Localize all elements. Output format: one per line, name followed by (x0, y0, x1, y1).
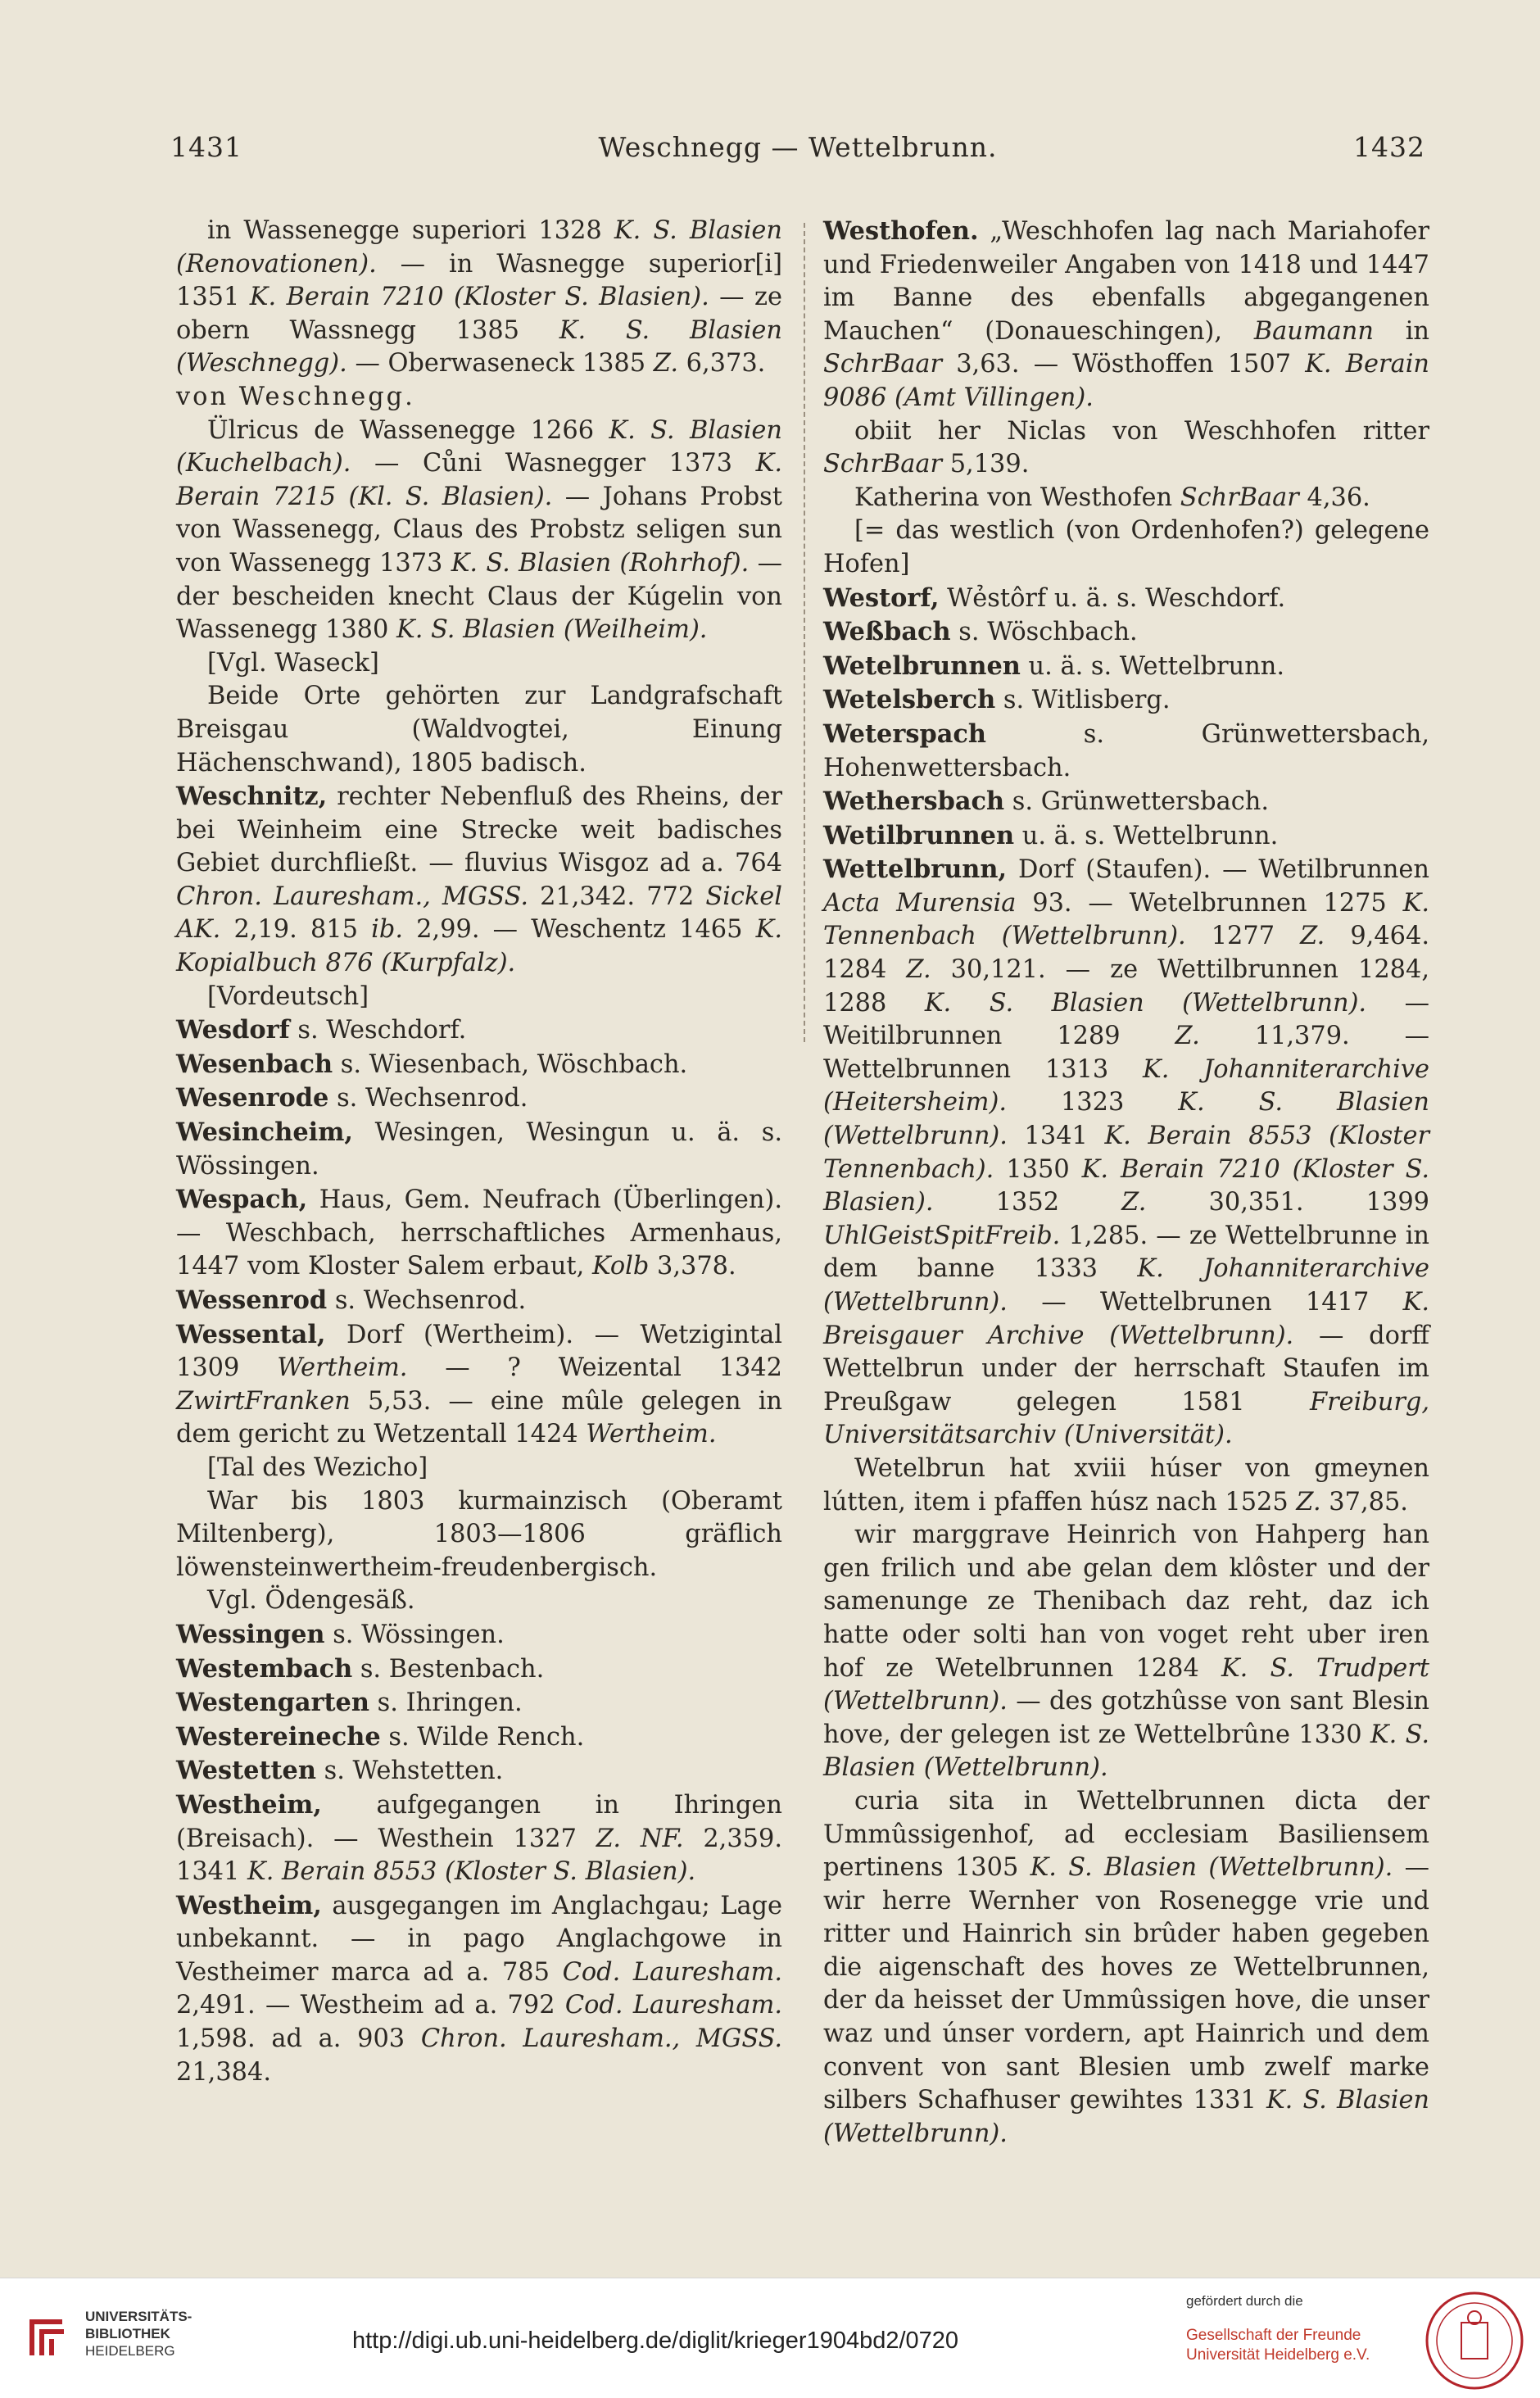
entry-headword: Weterspach (823, 718, 987, 749)
text-paragraph (823, 1519, 1429, 1785)
text-paragraph (176, 647, 782, 681)
source-citation: Z. (1300, 922, 1325, 951)
dictionary-entry (176, 1318, 782, 1452)
entry-text: 9,464. 1284 (823, 922, 1429, 985)
text-paragraph (176, 381, 782, 415)
source-citation: K. Berain 7210 (Kloster S. Blasien). (249, 283, 709, 312)
entry-text: ausgegangen im Anglachgau; Lage unbekannt. — in pago Anglachgowe in Vestheimer marca ad a. 785 (176, 1891, 782, 1987)
running-title: Weschnegg — Wettelbrunn. (598, 131, 998, 163)
library-line-2: BIBLIOTHEK (85, 2326, 170, 2341)
source-citation: Chron. Lauresham., MGSS. (176, 882, 528, 911)
source-citation: K. Tennenbach (Wettelbrunn). (823, 888, 1429, 951)
entry-text: 5,139. (942, 450, 1030, 479)
entry-text: rechter Nebenfluß des Rheins, der bei Weinheim eine Strecke weit badisches Gebiet durchfließt. — fluvius Wisgoz ad a. 764 (176, 782, 782, 878)
source-citation: K. Johanniterarchive (Wettelbrunn). (823, 1254, 1429, 1317)
entry-text: — des gotzhûsse von sant Blesin hove, der gelegen ist ze Wettelbrûne 1330 (823, 1687, 1429, 1749)
source-citation: K. S. Blasien (Weschnegg). (176, 315, 782, 379)
dictionary-entry (176, 1081, 782, 1116)
source-citation: K. S. Blasien (Weilheim). (396, 615, 708, 645)
entry-headword: Westereineche (176, 1721, 381, 1752)
library-name (85, 2308, 192, 2359)
entry-headword: Wettelbrunn, (823, 854, 1008, 885)
entry-text: 4,36. (1298, 483, 1370, 512)
text-paragraph (176, 215, 782, 381)
entry-text: 3,378. (649, 1252, 736, 1281)
text-paragraph (176, 680, 782, 780)
dictionary-entry (823, 853, 1429, 1453)
dictionary-entry (823, 582, 1429, 616)
source-citation: Acta Murensia (823, 888, 1017, 918)
source-citation: K. Berain 7215 (Kl. S. Blasien). (176, 449, 782, 511)
entry-text: 11,379. — Wettelbrunnen 1313 (823, 1022, 1429, 1084)
entry-text: u. ä. s. Wettelbrunn. (1020, 651, 1285, 681)
source-citation: Z. (1121, 1188, 1147, 1217)
source-citation: Z. (653, 349, 678, 379)
entry-text: s. Ihringen. (369, 1689, 523, 1718)
entry-text: — ze obern Wassnegg 1385 (176, 283, 782, 345)
dictionary-entry (176, 1183, 782, 1284)
entry-headword: Wetelbrunnen (823, 650, 1021, 681)
entry-text: 30,351. 1399 (1146, 1188, 1429, 1217)
source-citation: Z. (1296, 1487, 1321, 1516)
entry-text: — in Wasnegge superior[i] 1351 (176, 249, 782, 312)
entry-text: 37,85. (1320, 1487, 1408, 1516)
entry-text: 21,384. (176, 2057, 271, 2087)
source-citation: ib. (371, 915, 403, 945)
entry-text: — Wettelbrunen 1417 (1007, 1288, 1403, 1317)
entry-text: s. Witlisberg. (995, 686, 1171, 715)
sponsor-name (1186, 2326, 1370, 2365)
source-citation: Cod. Lauresham. (564, 1991, 782, 2020)
dictionary-entry (176, 1284, 782, 1318)
entry-text: „Weschhofen lag nach Mariahofer und Friedenweiler Angaben von 1418 und 1447 im Banne des ebenfalls abgegangenen Mauchen“ (Donaueschingen), (823, 217, 1429, 346)
dictionary-entry (176, 1754, 782, 1788)
dictionary-entry (823, 819, 1429, 854)
entry-text: in Wassenegge superiori 1328 (207, 216, 614, 245)
entry-headword: Wesdorf (176, 1015, 290, 1045)
source-citation: K. S. Blasien (Rohrhof). (451, 548, 750, 578)
source-citation: Z. (1175, 1022, 1200, 1051)
source-citation: SchrBaar (823, 450, 943, 479)
source-citation: K. Breisgauer Archive (Wettelbrunn). (823, 1288, 1429, 1350)
entry-text: s. Wöschbach. (950, 618, 1138, 647)
source-citation: K. S. Blasien (Renovationen). (176, 216, 782, 279)
footer-bar (0, 2278, 1540, 2398)
sponsor-line-1: Gesellschaft der Freunde (1186, 2327, 1361, 2344)
source-citation: K. Johanniterarchive (Heitersheim). (823, 1054, 1429, 1117)
source-citation: Kolb (591, 1252, 650, 1281)
dictionary-entry (823, 215, 1429, 415)
entry-text: Wesingen, Wesingun u. ä. s. Wössingen. (176, 1118, 782, 1181)
entry-text: aufgegangen in Ihringen (Breisach). — Westhein 1327 (176, 1790, 782, 1853)
entry-text: — Oberwaseneck 1385 (346, 349, 654, 379)
entry-headword: Wesincheim, (176, 1117, 353, 1148)
entry-text: 2,359. 1341 (176, 1824, 782, 1887)
text-paragraph (176, 1584, 782, 1618)
entry-text: [= das westlich (von Ordenhofen?) gelegene Hofen] (823, 516, 1429, 578)
entry-text: — dorff Wettelbrun under der herrschaft Staufen im Preußgaw gelegen 1581 (823, 1321, 1429, 1417)
entry-text: 1277 (1185, 922, 1301, 951)
entry-headword: Westembach (176, 1653, 353, 1684)
entry-headword: Wessental, (176, 1319, 326, 1349)
text-paragraph (823, 1785, 1429, 2151)
entry-headword: Westorf, (823, 583, 940, 613)
dictionary-entry (176, 1048, 782, 1082)
source-citation: K. Kopialbuch 876 (Kurpfalz). (176, 915, 782, 978)
university-seal-icon (1424, 2290, 1525, 2391)
dictionary-entry (176, 1889, 782, 2090)
entry-text: 1341 (1007, 1122, 1105, 1151)
dictionary-entry (176, 1618, 782, 1652)
text-paragraph (823, 415, 1429, 482)
spaced-heading: von Weschnegg. (176, 382, 415, 411)
source-citation: K. S. Blasien (Wettelbrunn). (924, 988, 1367, 1018)
entry-text: obiit her Niclas von Weschhofen ritter (854, 416, 1429, 446)
entry-text: s. Grünwettersbach. (1004, 787, 1270, 817)
source-citation: K. Berain 7210 (Kloster S. Blasien). (823, 1154, 1429, 1217)
source-citation: K. S. Blasien (Wettelbrunn). (823, 1088, 1429, 1151)
entry-text: curia sita in Wettelbrunnen dicta der Ummûssigenhof, ad ecclesiam Basiliensem pertinens 1305 (823, 1786, 1429, 1883)
dictionary-entry (176, 780, 782, 981)
entry-text: — wir herre Wernher von Rosenegge vrie und ritter und Hainrich sin brûder haben gegeben die aigenschaft des hoves ze Wettelbrunnen, der da heisset der Ummûssigen hove, die unser waz und únser vordern, apt Hainrich und dem convent von sant Blesien umb zwelf marke silbers Schafhuser gewihtes 1331 (823, 1853, 1429, 2115)
entry-text: — ? Weizental 1342 (407, 1353, 782, 1383)
source-citation: K. S. Blasien (Wettelbrunn). (823, 1720, 1430, 1783)
entry-headword: Wetelsberch (823, 685, 996, 715)
source-citation: Wertheim. (586, 1420, 717, 1449)
library-logo-icon (25, 2313, 74, 2362)
source-citation: Baumann (1253, 316, 1374, 346)
entry-text: War bis 1803 kurmainzisch (Oberamt Miltenberg), 1803—1806 gräflich löwensteinwertheim-freudenbergisch. (176, 1486, 782, 1582)
text-paragraph (176, 981, 782, 1014)
text-paragraph (823, 482, 1429, 515)
dictionary-entry (176, 1652, 782, 1687)
text-paragraph (823, 1453, 1429, 1519)
text-paragraph (176, 415, 782, 647)
source-citation: Sickel AK. (176, 882, 782, 945)
sponsor-intro: gefördert durch die (1186, 2293, 1303, 2309)
dictionary-entry (823, 650, 1429, 684)
source-citation: SchrBaar (1180, 483, 1299, 512)
source-citation: UhlGeistSpitFreib. (823, 1221, 1061, 1250)
entry-text: 2,19. 815 (220, 915, 372, 945)
entry-headword: Wespach, (176, 1185, 308, 1215)
source-citation: Freiburg, Universitätsarchiv (Universität). (823, 1387, 1429, 1450)
source-citation: Chron. Lauresham., MGSS. (420, 2024, 782, 2054)
text-paragraph (823, 515, 1429, 581)
entry-text: — der bescheiden knecht Claus der Kúgelin von Wassenegg 1380 (176, 548, 782, 645)
page-number-right: 1432 (1353, 131, 1425, 163)
dictionary-entry (176, 1788, 782, 1889)
entry-text: 1323 (1007, 1088, 1179, 1117)
permalink-url[interactable]: http://digi.ub.uni-heidelberg.de/diglit/krieger1904bd2/0720 (352, 2328, 959, 2354)
entry-text: s. Wössingen. (324, 1620, 505, 1649)
entry-headword: Wessingen (176, 1619, 325, 1649)
library-line-3: HEIDELBERG (85, 2343, 175, 2359)
entry-text: [Tal des Wezicho] (207, 1453, 428, 1482)
entry-text: Haus, Gem. Neufrach (Überlingen). — Weschbach, herrschaftliches Armenhaus, 1447 vom Kloster Salem erbaut, (176, 1185, 782, 1281)
entry-headword: Wesenrode (176, 1083, 329, 1113)
entry-text: 93. — Wetelbrunnen 1275 (1016, 888, 1403, 918)
entry-text: Dorf (Staufen). — Wetilbrunnen (1007, 855, 1429, 885)
entry-headword: Westhofen. (823, 216, 979, 246)
entry-headword: Weschnitz, (176, 782, 328, 812)
dictionary-entry (176, 1720, 782, 1755)
source-citation: K. Berain 8553 (Kloster Tennenbach). (823, 1122, 1429, 1184)
entry-text: 5,53. — eine mûle gelegen in dem gericht zu Wetzentall 1424 (176, 1386, 782, 1449)
dictionary-entry (823, 683, 1429, 718)
entry-text: s. Wehstetten. (315, 1757, 504, 1786)
entry-headword: Westetten (176, 1756, 316, 1786)
entry-headword: Westheim, (176, 1789, 322, 1820)
source-citation: Cod. Lauresham. (562, 1957, 782, 1987)
entry-text: 3,63. — Wösthoffen 1507 (942, 350, 1306, 379)
source-citation: Z. NF. (596, 1824, 684, 1853)
source-citation: SchrBaar (823, 350, 943, 379)
entry-text: Wẻstôrf u. ä. s. Weschdorf. (939, 583, 1286, 613)
dictionary-entry (176, 1686, 782, 1720)
left-column (176, 215, 782, 2089)
entry-text: s. Weschdorf. (289, 1016, 467, 1045)
entry-headword: Wessenrod (176, 1285, 328, 1315)
entry-headword: Westheim, (176, 1890, 322, 1920)
entry-text: [Vordeutsch] (207, 981, 369, 1011)
dictionary-entry (823, 785, 1429, 819)
source-citation: K. Berain 9086 (Amt Villingen). (823, 350, 1429, 412)
entry-text: Ülricus de Wassenegge 1266 (207, 415, 609, 445)
entry-text: 2,99. — Weschentz 1465 (403, 915, 756, 945)
entry-headword: Weßbach (823, 617, 951, 647)
dictionary-entry (176, 1116, 782, 1183)
entry-text: s. Wechsenrod. (328, 1084, 528, 1113)
entry-text: — Cůni Wasnegger 1373 (351, 449, 756, 478)
entry-text: — Johans Probst von Wassenegg, Claus des Probstz seligen sun von Wassenegg 1373 (176, 482, 782, 578)
entry-headword: Wethersbach (823, 786, 1005, 817)
dictionary-entry (823, 718, 1429, 785)
sponsor-line-2: Universität Heidelberg e.V. (1186, 2346, 1370, 2364)
running-header (170, 131, 1425, 180)
source-citation: K. S. Blasien (Wettelbrunn). (823, 2086, 1429, 2148)
entry-text: Katherina von Westhofen (854, 483, 1180, 512)
source-citation: Wertheim. (277, 1353, 408, 1383)
dictionary-entry (823, 615, 1429, 650)
entry-text: Vgl. Ödengesäß. (207, 1586, 415, 1616)
entry-headword: Wesenbach (176, 1049, 333, 1079)
entry-text: 1350 (994, 1154, 1082, 1184)
entry-text: Beide Orte gehörten zur Landgrafschaft Breisgau (Waldvogtei, Einung Hächenschwand), 1805 badisch. (176, 682, 782, 777)
source-citation: K. S. Trudpert (Wettelbrunn). (823, 1653, 1430, 1716)
entry-text: 1352 (933, 1188, 1122, 1217)
page-number-left: 1431 (170, 131, 242, 163)
entry-text: wir marggrave Heinrich von Hahperg han gen frilich und abe gelan dem klôster und der samenunge ze Thenibach daz reht, daz ich hatte oder solti han von voget reht uber iren hof ze Wetelbrunnen 1284 (823, 1521, 1429, 1683)
entry-text: 6,373. (678, 349, 766, 379)
text-paragraph (176, 1452, 782, 1485)
entry-text: s. Bestenbach. (352, 1654, 545, 1684)
text-paragraph (176, 1485, 782, 1585)
source-citation: K. S. Blasien (Kuchelbach). (176, 415, 782, 478)
entry-headword: Wetilbrunnen (823, 820, 1015, 850)
entry-text: Wetelbrun hat xviii húser von gmeynen lútten, item i pfaffen húsz nach 1525 (823, 1453, 1429, 1516)
entry-text: 30,121. — ze Wettilbrunnen 1284, 1288 (823, 955, 1429, 1018)
entry-headword: Westengarten (176, 1688, 369, 1718)
entry-text: s. Grünwettersbach, Hohenwettersbach. (823, 719, 1429, 782)
entry-text: 1,598. ad a. 903 (176, 2024, 421, 2054)
source-citation: K. S. Blasien (Wettelbrunn). (1030, 1853, 1393, 1883)
right-column (823, 215, 1429, 2151)
entry-text: [Vgl. Waseck] (207, 648, 379, 678)
library-line-1: UNIVERSITÄTS- (85, 2309, 192, 2324)
source-citation: K. Berain 8553 (Kloster S. Blasien). (247, 1857, 696, 1887)
entry-text: s. Wechsenrod. (327, 1286, 527, 1315)
entry-text: s. Wiesenbach, Wöschbach. (333, 1049, 688, 1079)
entry-text: in (1373, 316, 1429, 346)
source-citation: Z. (906, 955, 931, 985)
entry-text: 1,285. — ze Wettelbrunne in dem banne 1333 (823, 1221, 1429, 1284)
entry-text: Dorf (Wertheim). — Wetzigintal 1309 (176, 1320, 782, 1383)
entry-text: 2,491. — Westheim ad a. 792 (176, 1991, 565, 2020)
entry-text: u. ä. s. Wettelbrunn. (1014, 821, 1279, 850)
column-divider (804, 223, 806, 1042)
dictionary-entry (176, 1013, 782, 1048)
source-citation: ZwirtFranken (176, 1386, 351, 1416)
entry-text: s. Wilde Rench. (380, 1722, 585, 1752)
entry-text: 21,342. 772 (528, 882, 706, 911)
entry-text: — Weitilbrunnen 1289 (823, 988, 1429, 1051)
